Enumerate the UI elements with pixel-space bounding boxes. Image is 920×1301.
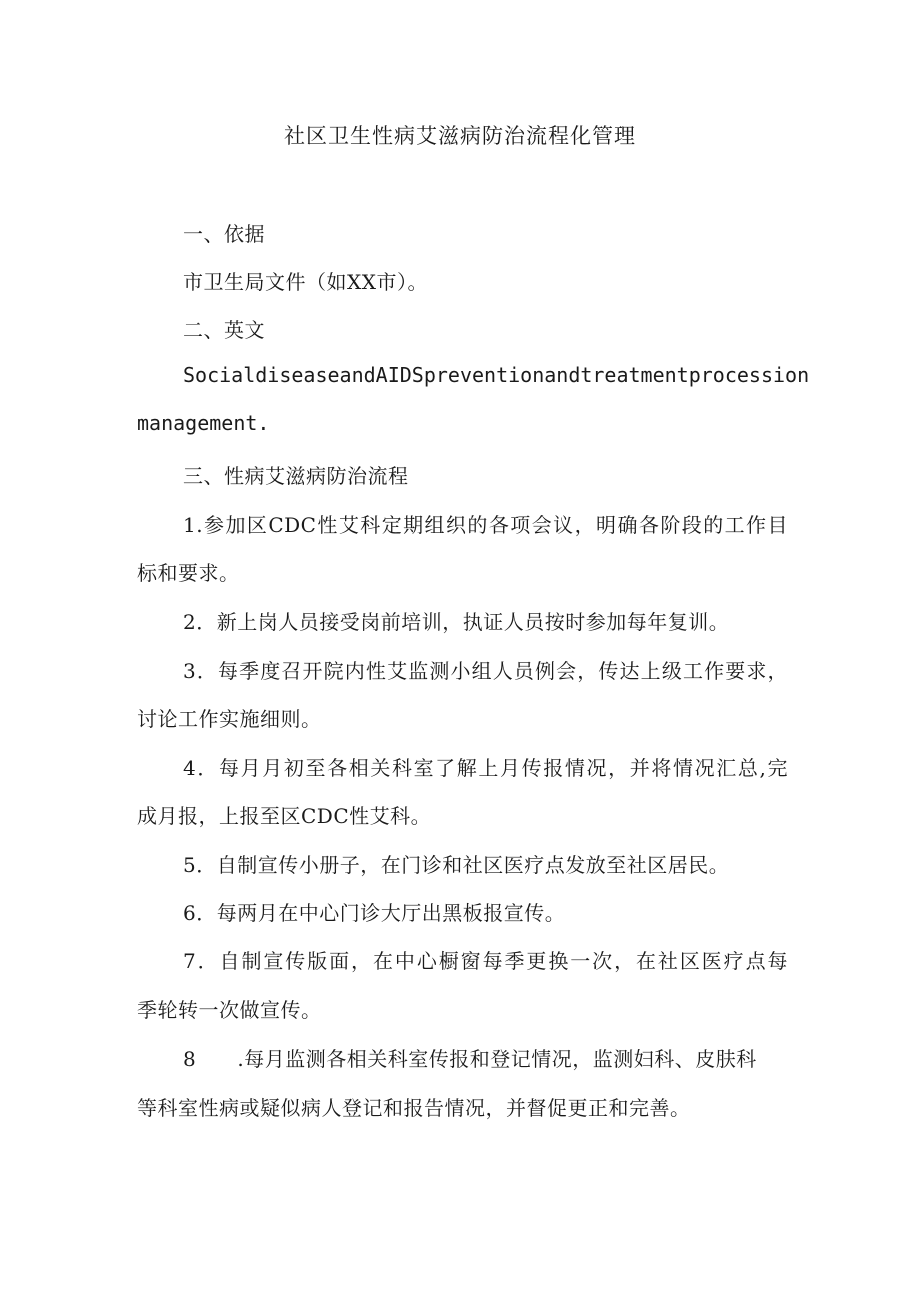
list-item-6-line-1: 6．每两月在中心门诊大厅出黑板报宣传。: [183, 901, 566, 925]
list-item-3-line-1: 3．每季度召开院内性艾监测小组人员例会，传达上级工作要求，: [183, 659, 788, 683]
list-item-8-line-1: [183, 1043, 757, 1072]
list-item-7-line-2: 季轮转一次做宣传。: [137, 998, 322, 1022]
list-item-5-line-1: 5．自制宣传小册子，在门诊和社区医疗点发放至社区居民。: [183, 853, 730, 877]
section-heading-english: 二、英文: [183, 318, 265, 342]
list-item-1-line-2: 标和要求。: [137, 561, 240, 585]
list-item-7-line-1: 7．自制宣传版面，在中心橱窗每季更换一次，在社区医疗点每: [183, 949, 788, 973]
list-item-2-line-1: 2．新上岗人员接受岗前培训，执证人员按时参加每年复训。: [183, 610, 730, 634]
list-item-3-line-2: 讨论工作实施细则。: [137, 707, 322, 731]
section-body-basis: 市卫生局文件（如XX市）。: [183, 270, 428, 294]
list-item-1-line-1: 1.参加区CDC性艾科定期组织的各项会议，明确各阶段的工作目: [183, 513, 788, 537]
list-item-8-text: 8 .每月监测各相关科室传报和登记情况，监测妇科、皮肤科: [183, 1047, 757, 1071]
list-item-8-line-2: 等科室性病或疑似病人登记和报告情况，并督促更正和完善。: [137, 1096, 691, 1120]
english-title-line-1: SocialdiseaseandAIDSpreventionandtreatmentprocession: [183, 363, 810, 387]
section-heading-process: 三、性病艾滋病防治流程: [183, 464, 409, 488]
section-heading-basis: 一、依据: [183, 222, 265, 246]
english-title-line-2: management.: [137, 411, 270, 435]
list-item-4-line-2: 成月报，上报至区CDC性艾科。: [137, 804, 432, 828]
document-title: 社区卫生性病艾滋病防治流程化管理: [284, 124, 636, 148]
list-item-4-line-1: 4．每月月初至各相关科室了解上月传报情况，并将情况汇总,完: [183, 756, 788, 780]
